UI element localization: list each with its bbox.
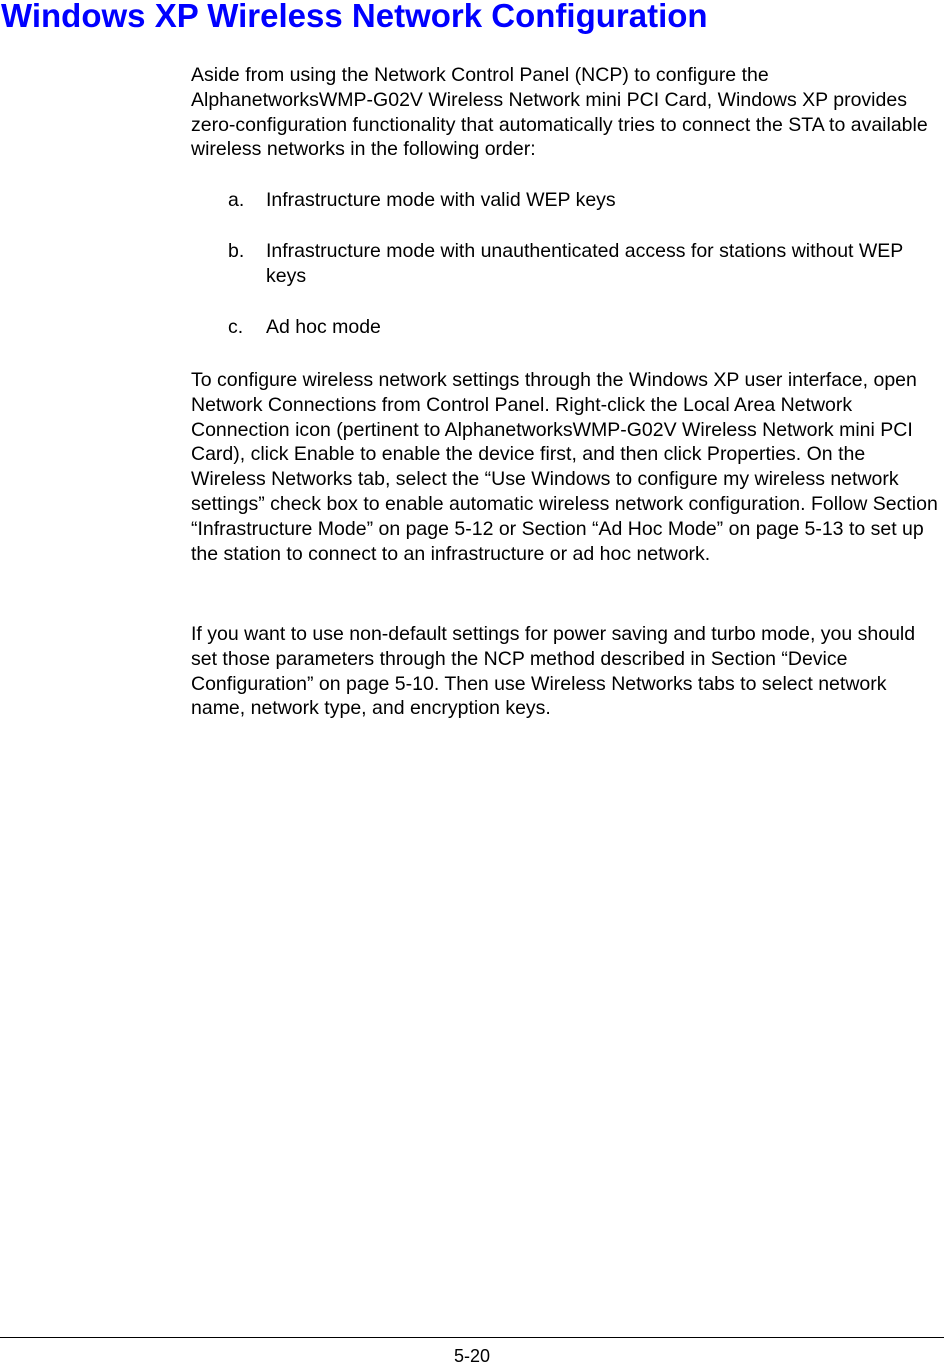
list-item [228, 239, 940, 289]
page-title: Windows XP Wireless Network Configuration [1, 0, 708, 34]
non-default-settings-paragraph: If you want to use non-default settings for power saving and turbo mode, you should set those parameters through the NCP method described in Section “Device Configuration” on page 5-10. Then use Wireless Networks tabs to select network name, network type, and encryption keys. [191, 623, 916, 720]
intro-paragraph: Aside from using the Network Control Panel (NCP) to configure the AlphanetworksWMP-G02V Wireless Network mini PCI Card, Windows XP provides zero-configuration functionality that automatically tries to connect the STA to available wireless networks in the following order: [191, 64, 928, 161]
list-item [228, 188, 940, 213]
list-item-text: Infrastructure mode with unauthenticated access for stations without WEP keys [266, 240, 903, 287]
list-marker: a. [228, 189, 245, 211]
list-item-text: Ad hoc mode [266, 316, 381, 338]
list-marker: b. [228, 240, 245, 262]
list-item-text: Infrastructure mode with valid WEP keys [266, 189, 616, 211]
configuration-paragraph: To configure wireless network settings through the Windows XP user interface, open Network Connections from Control Panel. Right-click the Local Area Network Connection icon (pertinent to AlphanetworksWMP-G02V Wireless Network mini PCI Card), click Enable to enable the device first, and then click Properties. On the Wireless Networks tab, select the “Use Windows to configure my wireless network settings” check box to enable automatic wireless network configuration. Follow Section “Infrastructure Mode” on page 5-12 or Section “Ad Hoc Mode” on page 5-13 to set up the station to connect to an infrastructure or ad hoc network. [191, 369, 938, 565]
footer-divider [0, 1337, 944, 1338]
page-number: 5-20 [453, 1346, 491, 1366]
list-item [228, 315, 940, 340]
list-marker: c. [228, 316, 244, 338]
